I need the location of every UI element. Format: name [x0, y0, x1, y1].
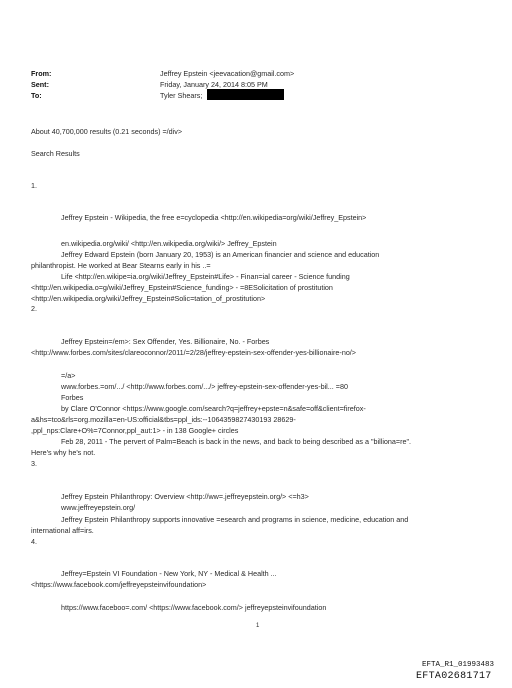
item2-line5: by Clare O'Connor <https://www.google.com/search?q=jeffrey+epste=n&safe=off&client=firefox-	[61, 404, 366, 413]
item2-line6: a&hs=tco&rls=org.mozilla=en-US:official&tbs=ppl_ids:--1064359827430193 28629-	[31, 415, 296, 424]
item2-number: 2.	[31, 304, 37, 313]
item3-number: 3.	[31, 459, 37, 468]
search-results-heading: Search Results	[31, 149, 80, 158]
from-value: Jeffrey Epstein <jeevacation@gmail.com>	[160, 69, 295, 78]
item2-line8: Feb 28, 2011 - The pervert of Palm=Beach is back in the news, and back to being described as a "billiona=re".	[61, 437, 412, 446]
item1-line2: Jeffrey Edward Epstein (born January 20, 1953) is an American financier and science and education	[61, 250, 380, 259]
item2-title: Jeffrey Epstein=/em>: Sex Offender, Yes. Billionaire, No. - Forbes	[61, 337, 270, 346]
page-number: 1	[256, 623, 260, 629]
item2-line2: =/a>	[61, 371, 76, 380]
item3-title: Jeffrey Epstein Philanthropy: Overview <http://ww=.jeffreyepstein.org/> <=h3>	[61, 492, 309, 501]
item2-line9: Here's why he's not.	[31, 448, 96, 457]
item4-title: Jeffrey=Epstein VI Foundation - New York, NY - Medical & Health ...	[61, 569, 277, 578]
to-value: Tyler Shears;	[160, 91, 203, 100]
item1-title: Jeffrey Epstein - Wikipedia, the free e=cyclopedia <http://en.wikipedia=org/wiki/Jeffrey_Epstein>	[61, 213, 367, 222]
item3-line3: international aff=irs.	[31, 526, 94, 535]
item4-number: 4.	[31, 537, 37, 546]
item1-line4: Life <http://en.wikipe=ia.org/wiki/Jeffrey_Epstein#Life> - Finan=ial career - Science funding	[61, 272, 350, 281]
item2-line4: Forbes	[61, 393, 84, 402]
item2-line3: www.forbes.=om/.../ <http://www.forbes.com/.../> jeffrey-epstein-sex-offender-yes-bil... =80	[61, 382, 348, 391]
item1-line3: philanthropist. He worked at Bear Stearns early in his ..=	[31, 261, 211, 270]
from-label: From:	[31, 69, 52, 78]
results-line: About 40,700,000 results (0.21 seconds) =/div>	[31, 127, 183, 136]
item3-line2: Jeffrey Epstein Philanthropy supports innovative =esearch and programs in science, medicine, education and	[61, 515, 409, 524]
item1-line6: <http://en.wikipedia.org/wiki/Jeffrey_Epstein#Solic=tation_of_prostitution>	[31, 294, 266, 303]
item3-line1: www.jeffreyepstein.org/	[61, 503, 136, 512]
bates-number-primary: EFTA_R1_01993483	[422, 661, 495, 669]
item4-line2: https://www.faceboo=.com/ <https://www.facebook.com/> jeffreyepsteinvifoundation	[61, 603, 327, 612]
sent-label: Sent:	[31, 80, 49, 89]
sent-value: Friday, January 24, 2014 8:05 PM	[160, 80, 268, 89]
item2-line7: ,ppl_nps:Clare+O%=7Connor,ppl_aut:1> - in 138 Google+ circles	[31, 426, 239, 435]
to-label: To:	[31, 91, 42, 100]
bates-number-secondary: EFTA02681717	[416, 671, 492, 682]
item1-number: 1.	[31, 181, 37, 190]
item2-line1: <http://www.forbes.com/sites/clareoconnor/2011/=2/28/jeffrey-epstein-sex-offender-yes-billionaire-no/>	[31, 348, 357, 357]
redaction-box	[207, 89, 284, 100]
item4-line1: <https://www.facebook.com/jeffreyepsteinvifoundation>	[31, 580, 207, 589]
item1-line5: <http://en.wikipedia.o=g/wiki/Jeffrey_Epstein#Science_funding> - =8ESolicitation of prostitution	[31, 283, 333, 292]
item1-line1: en.wikipedia.org/wiki/ <http://en.wikipedia.org/wiki/> Jeffrey_Epstein	[61, 239, 277, 248]
